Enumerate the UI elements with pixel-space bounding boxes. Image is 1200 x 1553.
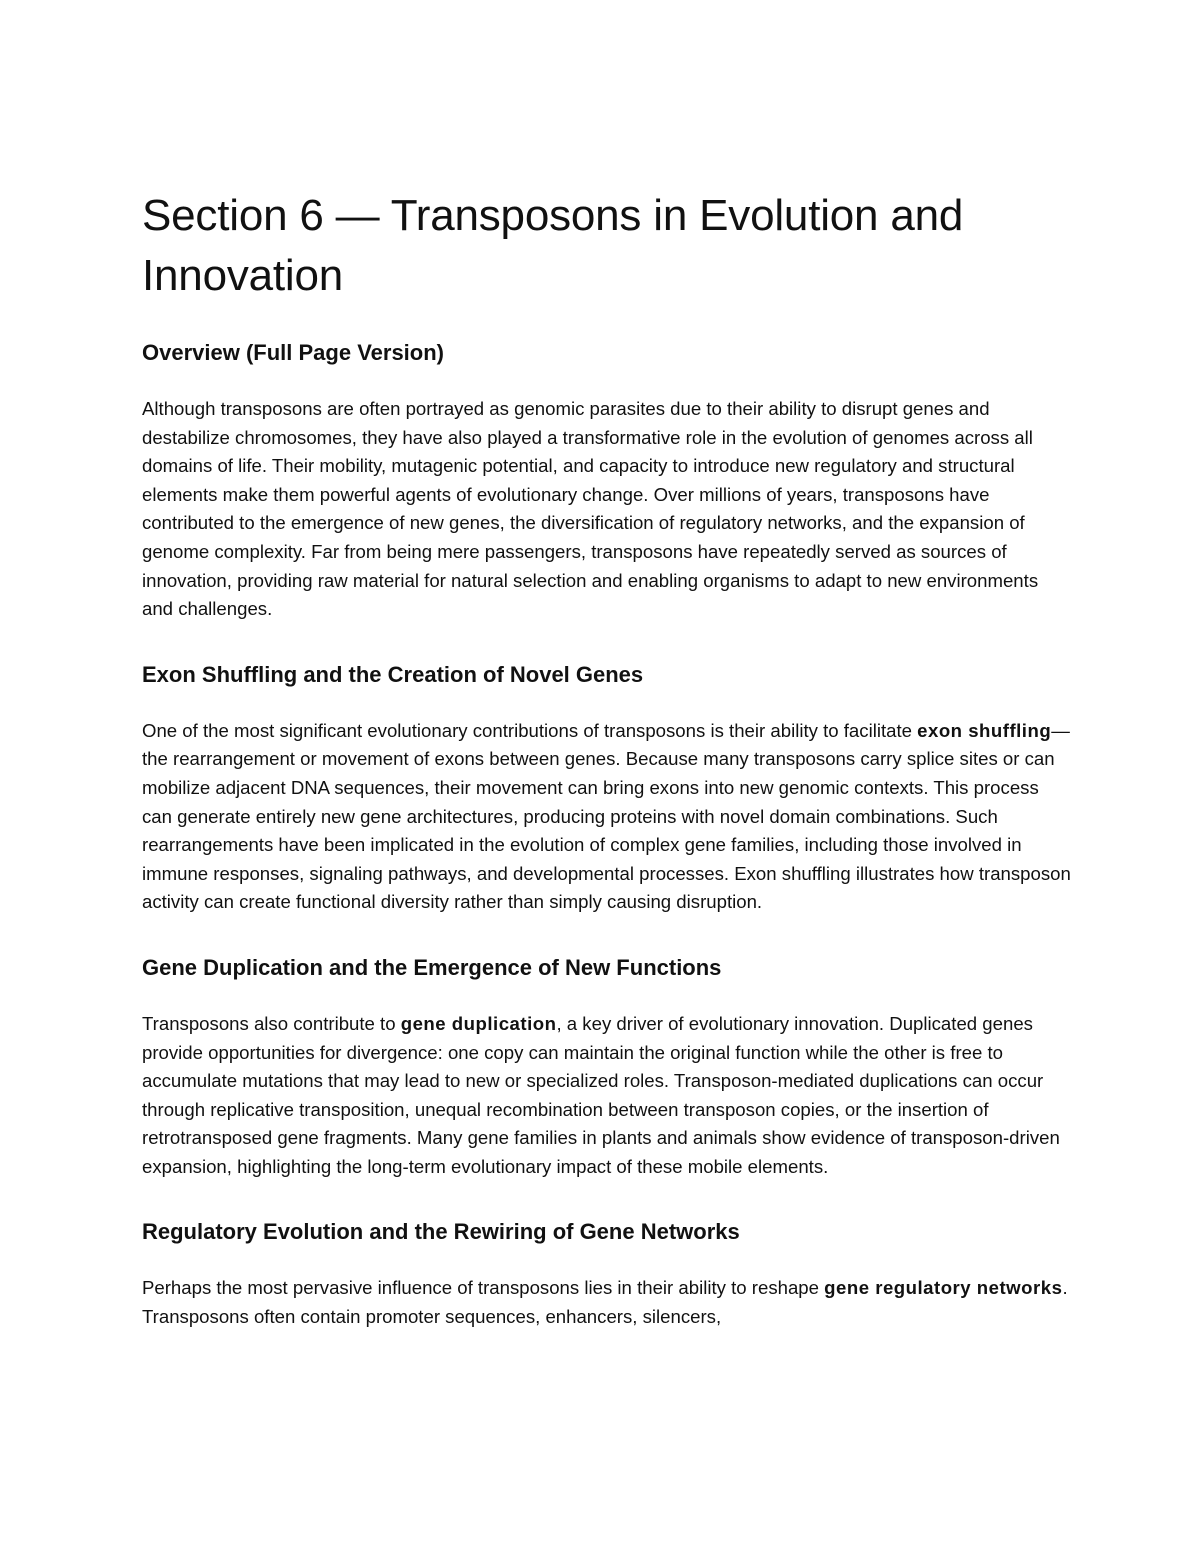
gene-duplication-heading: Gene Duplication and the Emergence of New Functions — [142, 954, 722, 980]
regulatory-evolution-keyword: gene regulatory networks — [824, 1277, 1063, 1299]
page-title: Section 6 — Transposons in Evolution and Innovation — [142, 191, 964, 300]
exon-shuffling-text-before: One of the most significant evolutionary contributions of transposons is their ability to facilitate — [142, 719, 918, 741]
regulatory-evolution-text-before: Perhaps the most pervasive influence of transposons lies in their ability to reshape — [142, 1277, 825, 1299]
gene-duplication-text-after: , a key driver of evolutionary innovation. Duplicated genes provide opportunities for divergence: one copy can maintain the original function while the other is free to accumulate mutations that may lead to new or specialized roles. Transposon-mediated duplications can occur through replicative transposition, unequal recombination between transposon copies, or the insertion of retrotransposed gene fragments. Many gene families in plants and animals show evidence of transposon-driven expansion, highlighting the long-term evolutionary impact of these mobile elements. — [142, 1012, 1060, 1177]
exon-shuffling-text-after: —the rearrangement or movement of exons between genes. Because many transposons carry splice sites or can mobilize adjacent DNA sequences, their movement can bring exons into new genomic contexts. This process can generate entirely new gene architectures, producing proteins with novel domain combinations. Such rearrangements have been implicated in the evolution of complex gene families, including those involved in immune responses, signaling pathways, and developmental processes. Exon shuffling illustrates how transposon activity can create functional diversity rather than simply causing disruption. — [142, 719, 1071, 913]
gene-duplication-keyword: gene duplication — [400, 1012, 557, 1034]
gene-duplication-paragraph — [142, 1010, 1072, 1182]
gene-duplication-text-before: Transposons also contribute to — [142, 1012, 401, 1034]
regulatory-evolution-text-after: . Transposons often contain promoter sequences, enhancers, silencers, — [142, 1277, 1068, 1328]
overview-heading: Overview (Full Page Version) — [142, 340, 444, 365]
regulatory-evolution-heading: Regulatory Evolution and the Rewiring of Gene Networks — [142, 1219, 740, 1245]
exon-shuffling-paragraph — [142, 717, 1072, 917]
exon-shuffling-keyword: exon shuffling — [917, 719, 1052, 741]
document-page — [142, 186, 1072, 1332]
regulatory-evolution-paragraph — [142, 1274, 1072, 1331]
overview-paragraph: Although transposons are often portrayed as genomic parasites due to their ability to disrupt genes and destabilize chromosomes, they have also played a transformative role in the evolution of genomes across all domains of life. Their mobility, mutagenic potential, and capacity to introduce new regulatory and structural elements make them powerful agents of evolutionary change. Over millions of years, transposons have contributed to the emergence of new genes, the diversification of regulatory networks, and the expansion of genome complexity. Far from being mere passengers, transposons have repeatedly served as sources of innovation, providing raw material for natural selection and enabling organisms to adapt to new environments and challenges. — [142, 398, 1039, 620]
exon-shuffling-heading: Exon Shuffling and the Creation of Novel Genes — [142, 661, 644, 687]
